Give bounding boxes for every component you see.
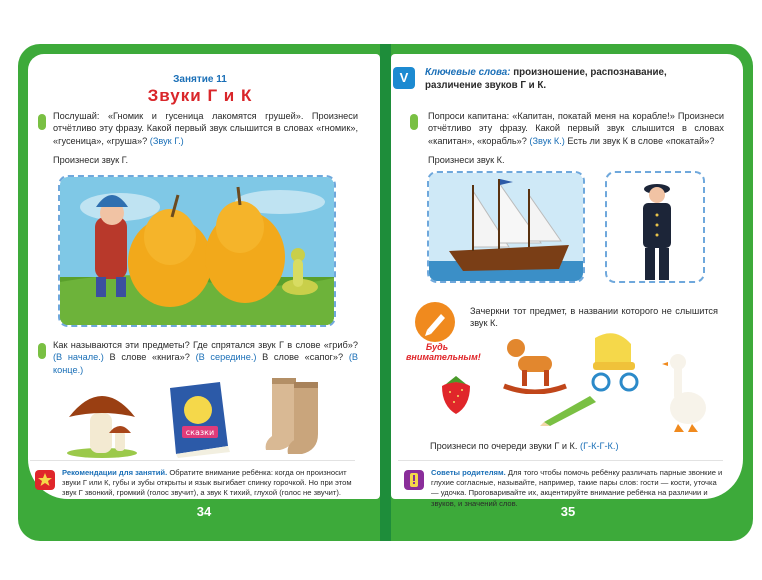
page-number-right: 35 [560, 504, 576, 519]
task1-text: Послушай: «Гномик и гусеница лакомятся грушей». Произнеси отчётливо эту фразу. Какой первый звук слышится в словах «гномик», «гусеница», «груша»? [53, 111, 358, 146]
recommendation-text: Обратите внимание ребёнка: когда он произносит звуки Г или К, губы и зубы открыты и язык выгибает спинку горочкой. Но при этом звук Г звонкий, громкий (голос звучит), а звук К тихий, глухой (голос не звучит). [62, 468, 352, 498]
captain-picture [607, 173, 705, 283]
task-marker [38, 343, 46, 359]
captain-task-instruction: Произнеси звук К. [428, 155, 505, 165]
task2-question1: Как называются эти предметы? Где спрятался звук Г в слове «гриб»? [53, 340, 358, 350]
sound-sequence-answer: (Г-К-Г-К.) [580, 441, 619, 451]
captain-illustration [605, 171, 705, 283]
mushroom-picture [65, 383, 140, 458]
gnome-pears-illustration [58, 175, 336, 327]
goose-picture [662, 350, 714, 434]
gnome-pears-picture [60, 177, 336, 327]
parents-tip-note [431, 468, 723, 509]
captain-task-text2: Есть ли звук К в слове «покатай»? [567, 135, 715, 146]
check-icon: V [393, 67, 415, 89]
keywords [425, 67, 720, 92]
recommendation-label: Рекомендации для занятий. [62, 468, 168, 477]
task2-question3: В слове «сапог»? [262, 352, 344, 363]
star-icon [35, 470, 55, 490]
task2-answer2: (В середине.) [195, 352, 257, 363]
task-marker [38, 114, 46, 130]
divider [30, 460, 355, 461]
ship-picture [429, 173, 585, 283]
recommendation-note [62, 468, 356, 499]
rocking-horse-picture [500, 330, 570, 394]
divider [398, 460, 723, 461]
parents-tip-text: Для того чтобы помочь ребёнку различать парные звонкие и глухие согласные, называйте, например, такие пары слов: гости — кости, уточка — удочка. Проговаривайте их, акцентируйте внимание ребёнка на различии и звуков, и значений слов. [431, 468, 723, 508]
parents-tip-label: Советы родителям. [431, 468, 506, 477]
task1-answer: (Звук Г.) [149, 135, 184, 146]
pencil-badge [413, 300, 457, 344]
task2-question2: В слове «книга»? [109, 352, 190, 363]
book-picture [162, 380, 234, 458]
captain-task-text: Попроси капитана: «Капитан, покатай меня на корабле!» Произнеси отчётливо эту фразу. Какой первый звук слышится в словах «капитан», «корабль»? [428, 111, 724, 146]
ship-illustration [427, 171, 585, 283]
lesson-title: Звуки Г и К [147, 86, 253, 105]
lesson-number: Занятие 11 [173, 74, 227, 85]
book-spine [380, 44, 391, 541]
keywords-text: произношение, распознавание, различение звуков Г и К. [425, 67, 667, 91]
captain-task-answer: (Звук К.) [529, 135, 565, 146]
strawberry-picture [438, 372, 474, 416]
keywords-label: Ключевые слова: [425, 67, 511, 78]
task-marker [410, 114, 418, 130]
task1-paragraph [53, 110, 358, 147]
stroller-picture [585, 328, 647, 392]
attention-label: Будь внимательным! [406, 342, 481, 362]
exclamation-icon [404, 470, 424, 490]
task3-paragraph [428, 110, 724, 147]
task2-answer3: (В конце.) [53, 352, 359, 375]
pencil-picture [540, 392, 600, 426]
page-number-left: 34 [196, 504, 212, 519]
task2-paragraph [53, 339, 358, 376]
task2-answer1: (В начале.) [53, 352, 104, 363]
boots-picture [262, 374, 330, 456]
task1-instruction: Произнеси звук Г. [53, 155, 129, 165]
cross-out-task: Зачеркни тот предмет, в названии которого не слышится звук К. [470, 306, 718, 329]
task4-paragraph [430, 440, 720, 452]
book-cover-label: сказки [185, 428, 215, 437]
sound-sequence-text: Произнеси по очереди звуки Г и К. [430, 441, 578, 451]
